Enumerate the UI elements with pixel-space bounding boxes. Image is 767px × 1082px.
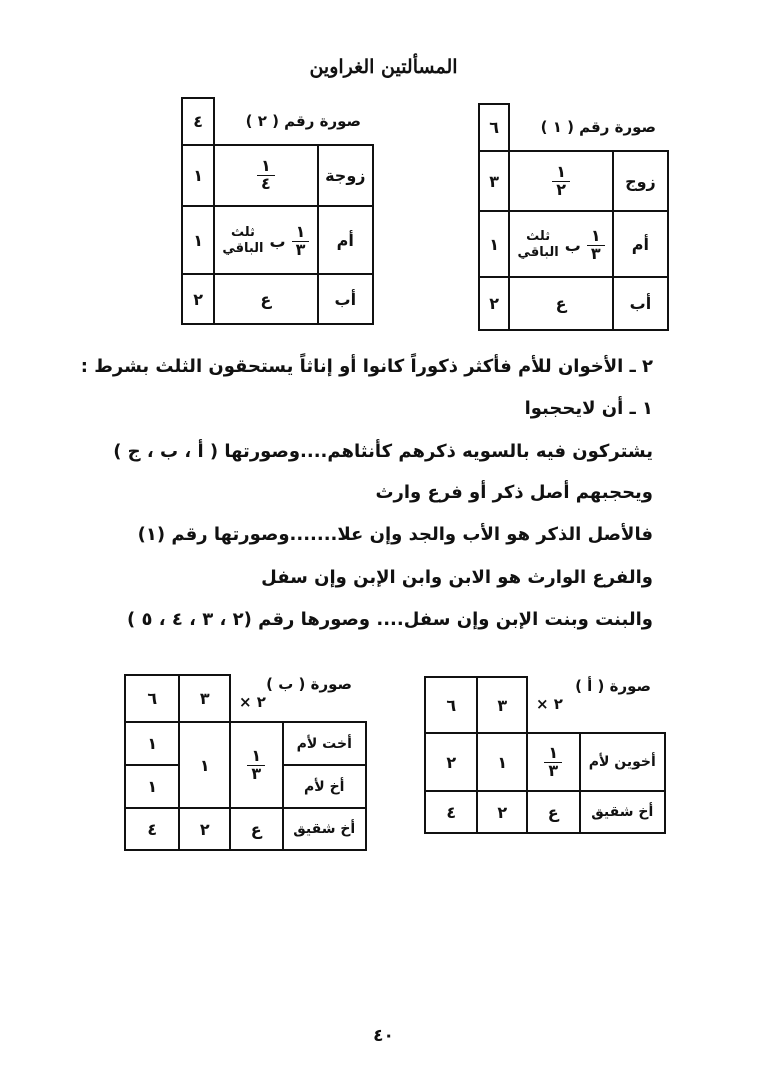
paragraph-line: ١ ـ أن لايحجبوا — [524, 398, 653, 419]
paragraph-line: والفرع الوارث هو الابن وابن الإبن وإن سفل — [261, 567, 653, 588]
fraction-denominator: ٤ — [260, 174, 271, 193]
table-figure-1 — [478, 103, 669, 331]
result-value: ٢ — [179, 808, 229, 850]
heir-name: زوج — [613, 151, 668, 211]
fraction-denominator: ٣ — [295, 239, 306, 259]
result-value: ٢ — [182, 274, 214, 324]
fraction — [587, 225, 605, 263]
result-value: ١ — [125, 722, 179, 765]
result-value: ١ — [479, 211, 509, 277]
table-base-value: ٤ — [182, 98, 214, 145]
heir-name: أخ شقيق — [580, 791, 665, 833]
result-value: ١ — [477, 733, 527, 791]
share-cell — [214, 145, 317, 206]
fraction-numerator: ١ — [292, 224, 310, 242]
multiplier: ٢ × — [535, 695, 563, 713]
paragraph-line: ٢ ـ الأخوان للأم فأكثر ذكوراً كانوا أو إناثاً يستحقون الثلث بشرط : — [80, 356, 653, 377]
multiplier: ٢ × — [238, 693, 266, 711]
result-value: ٢ — [477, 791, 527, 833]
fraction-numerator: ١ — [257, 158, 275, 176]
page-number: ٤٠ — [373, 1026, 394, 1046]
heir-name: أب — [318, 274, 373, 324]
table-figure-2 — [181, 97, 374, 325]
result-value: ١ — [179, 722, 229, 808]
fraction — [292, 221, 310, 259]
heir-name: أم — [318, 206, 373, 274]
fraction-numerator: ١ — [587, 228, 605, 246]
paragraph-line: يشتركون فيه بالسويه ذكرهم كأنثاهم....وصورتها ( أ ، ب ، ج ) — [113, 441, 653, 462]
result-value: ٤ — [425, 791, 477, 833]
fraction — [544, 742, 562, 780]
fraction — [247, 745, 265, 783]
share-letter: ب — [269, 231, 286, 251]
table-caption: صورة رقم ( ٢ ) — [214, 98, 373, 145]
result-value: ٣ — [479, 151, 509, 211]
heir-name: أخت لأم — [283, 722, 366, 765]
fraction-denominator: ٣ — [548, 760, 559, 780]
fraction-denominator: ٢ — [556, 179, 566, 199]
base-small: ٣ — [179, 675, 229, 722]
table-row — [182, 274, 373, 324]
share-cell: ع — [230, 808, 283, 850]
heir-name: أم — [613, 211, 668, 277]
table-caption: صورة ( أ ) — [575, 677, 651, 695]
table-caption-cell — [527, 677, 665, 733]
heir-name: أخ شقيق — [283, 808, 366, 850]
table-base-value: ٦ — [479, 104, 509, 151]
table-row — [125, 722, 366, 765]
page-title: المسألتين الغراوين — [309, 56, 458, 78]
fraction-denominator: ٣ — [590, 243, 601, 263]
share-cell — [527, 733, 580, 791]
heir-name: أخ لأم — [283, 765, 366, 808]
base-small: ٣ — [477, 677, 527, 733]
result-value: ٢ — [479, 277, 509, 330]
table-row — [479, 151, 668, 211]
paragraph-line: ويحجبهم أصل ذكر أو فرع وارث — [375, 482, 653, 503]
table-row — [182, 206, 373, 274]
table-caption: صورة رقم ( ١ ) — [509, 104, 668, 151]
heir-name: زوجة — [318, 145, 373, 206]
table-row — [425, 733, 665, 791]
result-value: ٢ — [425, 733, 477, 791]
fraction — [257, 158, 275, 193]
result-value: ١ — [182, 145, 214, 206]
share-cell: ع — [214, 274, 317, 324]
fraction — [552, 161, 570, 199]
result-value: ٤ — [125, 808, 179, 850]
fraction-denominator: ٣ — [251, 763, 262, 783]
share-cell — [509, 211, 612, 277]
share-note: ثلث — [526, 228, 551, 244]
share-note: الباقي — [517, 245, 559, 260]
table-row — [125, 808, 366, 850]
table-row — [479, 211, 668, 277]
table-row — [182, 145, 373, 206]
heir-name: أخوين لأم — [580, 733, 665, 791]
share-cell: ع — [509, 277, 612, 330]
share-note: ثلث — [230, 224, 255, 240]
paragraph-line: والبنت وبنت الإبن وإن سفل.... وصورها رقم (٢ ، ٣ ، ٤ ، ٥ ) — [127, 609, 653, 630]
table-caption: صورة ( ب ) — [266, 675, 352, 693]
table-row — [425, 791, 665, 833]
fraction-numerator: ١ — [247, 748, 265, 766]
table-caption-cell — [230, 675, 366, 722]
share-cell: ع — [527, 791, 580, 833]
base-large: ٦ — [125, 675, 179, 722]
table-figure-b — [124, 674, 367, 851]
share-note: الباقي — [222, 241, 264, 256]
heir-name: أب — [613, 277, 668, 330]
result-value: ١ — [125, 765, 179, 808]
share-cell — [509, 151, 612, 211]
table-figure-a — [424, 676, 666, 834]
fraction-numerator: ١ — [552, 164, 570, 182]
result-value: ١ — [182, 206, 214, 274]
base-large: ٦ — [425, 677, 477, 733]
share-letter: ب — [564, 235, 581, 255]
fraction-numerator: ١ — [544, 745, 562, 763]
table-row — [479, 277, 668, 330]
share-cell — [214, 206, 317, 274]
share-cell — [230, 722, 283, 808]
paragraph-line: فالأصل الذكر هو الأب والجد وإن علا.......وصورتها رقم (١) — [137, 524, 653, 545]
